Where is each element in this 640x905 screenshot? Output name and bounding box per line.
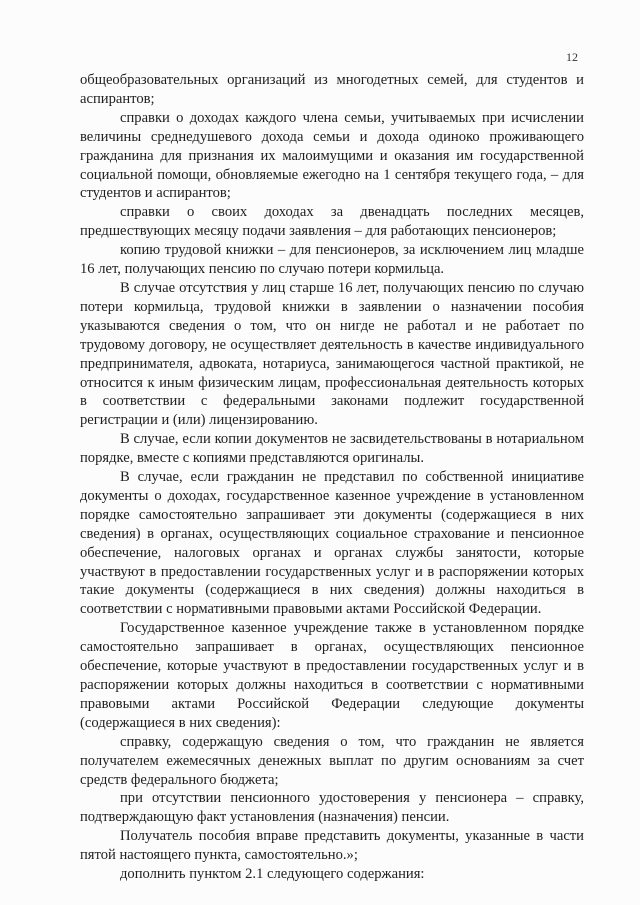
page-number: 12: [566, 50, 578, 64]
paragraph-work-book: копию трудовой книжки – для пенсионеров, за исключением лиц младше 16 лет, получающих пенсию по случаю потери кормильца.: [80, 242, 584, 278]
paragraph-agency-requests: Государственное казенное учреждение также в установленном порядке самостоятельно запрашивает в органах, осуществляющих пенсионное обеспечение, которые участвуют в предоставлении государственных услуг и в распоряжении которых должны находиться в соответствии с нормативными правовыми актами Российской Федерации следующие документы (содержащиеся в них сведения):: [80, 620, 584, 731]
paragraph-continuation: общеобразовательных организаций из многодетных семей, для студентов и аспирантов;: [80, 72, 584, 107]
paragraph-copies: В случае, если копии документов не засвидетельствованы в нотариальном порядке, вместе с копиями представляются оригиналы.: [80, 431, 584, 467]
paragraph-pension-certificate: при отсутствии пенсионного удостоверения у пенсионера – справку, подтверждающую факт установления (назначения) пенсии.: [80, 790, 584, 826]
paragraph-income-certificates: справки о доходах каждого члена семьи, учитываемых при исчислении величины среднедушевого дохода семьи и дохода одиноко проживающего гражданина для признания их малоимущими и оказания им государственной социальной помощи, обновляемые ежегодно на 1 сентября текущего года, – для студентов и аспирантов;: [80, 109, 584, 202]
paragraph-own-income: справки о своих доходах за двенадцать последних месяцев, предшествующих месяцу подачи заявления – для работающих пенсионеров;: [80, 204, 584, 240]
paragraph-recipient-right: Получатель пособия вправе представить документы, указанные в части пятой настоящего пункта, самостоятельно.»;: [80, 828, 584, 864]
paragraph-income-requests: В случае, если гражданин не представил по собственной инициативе документы о доходах, государственное казенное учреждение в установленном порядке самостоятельно запрашивает эти документы (содержащиеся в них сведения) в органах, осуществляющих социальное страхование и пенсионное обеспечение, налоговых органах и органах службы занятости, которые участвуют в предоставлении государственных услуг и в распоряжении которых такие документы (содержащиеся в них сведения) должны находиться в соответствии с нормативными правовыми актами Российской Федерации.: [80, 469, 584, 618]
paragraph-no-work-book: В случае отсутствия у лиц старше 16 лет, получающих пенсию по случаю потери кормильца, трудовой книжки в заявлении о назначении пособия указываются сведения о том, что он нигде не работал и не работает по трудовому договору, не осуществляет деятельность в качестве индивидуального предпринимателя, адвоката, нотариуса, занимающегося частной практикой, не относится к иным физическим лицам, профессиональная деятельность которых в соответствии с федеральными законами подлежит государственной регистрации и (или) лицензированию.: [80, 279, 584, 429]
paragraph-benefits-certificate: справку, содержащую сведения о том, что гражданин не является получателем ежемесячных денежных выплат по другим основаниям за счет средств федерального бюджета;: [80, 733, 584, 788]
document-body: [80, 71, 584, 884]
paragraph-add-point: дополнить пунктом 2.1 следующего содержания:: [120, 866, 425, 883]
